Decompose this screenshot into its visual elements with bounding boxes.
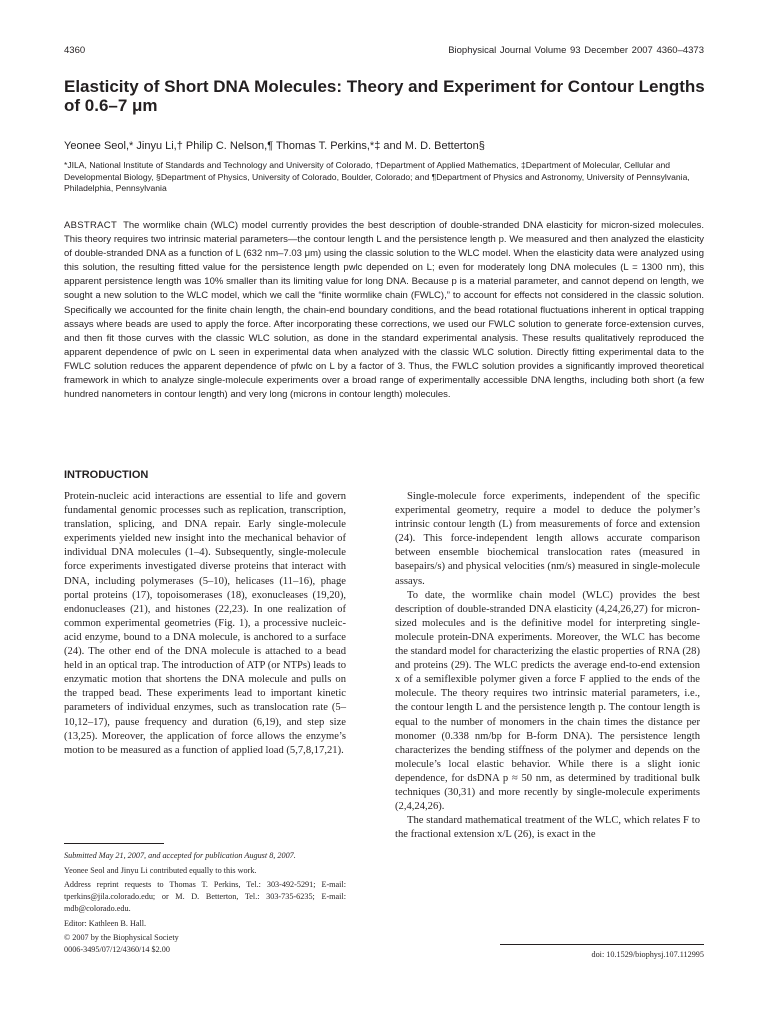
intro-paragraph-2: Single-molecule force experiments, independent of the specific experimental geometry, require a model to deduce the polymer’s intrinsic contour length (L) from measurements of force and extension (24). This force-independent length allows accurate comparison between ensemble biochemical translocation rates (measured in basepairs/s) and physical velocities (nm/s) measured in single-molecule assays. [395,491,700,587]
doi-divider [500,944,704,945]
reprint-address: Address reprint requests to Thomas T. Perkins, Tel.: 303-492-5291; E-mail: tperkins@jila.colorado.edu; or M. D. Betterton, Tel.: 303-735-6235; E-mail: mdb@colorado.edu. [64,880,346,913]
doi: doi: 10.1529/biophysj.107.112995 [591,950,704,959]
editor-note: Editor: Kathleen B. Hall. [64,918,147,928]
left-column [64,490,346,758]
intro-paragraph-4: The standard mathematical treatment of the WLC, which relates F to the fractional extension x/L (26), is exact in the [395,815,700,841]
intro-paragraph-1: Protein-nucleic acid interactions are essential to life and govern fundamental genomic processes such as replication, transcription, translation, splicing, and DNA repair. Early single-molecule experiments yielded new insight into the mechanical behavior of individual DNA molecules (1–4). Subsequently, single-molecule force experiments investigated diverse proteins that interact with DNA, including polymerases (5–10), helicases (11–16), phage portal proteins (17), topoisomerases (18), exonucleases (19,20), endonucleases (21), and histones (22,23). In one realization of common experimental geometries (Fig. 1), a processive nucleic-acid enzyme, bound to a DNA molecule, is anchored to a surface (24). The other end of the DNA molecule is attached to a bead held in an optical trap. The introduction of ATP (or NTPs) leads to enzymatic motion that shortens the DNA molecule and pulls on the trapped bead. These experiments lead to important kinetic parameters of individual enzymes, such as translocation rate (5–10,12–17), pause frequency and duration (6,19), and step size (13,25). Moreover, the application of force allows the enzyme’s motion to be measured as a function of applied load (5,7,8,17,21). [64,491,346,756]
copyright-note: © 2007 by the Biophysical Society [64,933,179,942]
footnotes [64,850,346,956]
footnote-divider [64,843,164,844]
article-title: Elasticity of Short DNA Molecules: Theory and Experiment for Contour Lengths of 0.6–7 μm [64,77,705,115]
submission-note: Submitted May 21, 2007, and accepted for publication August 8, 2007. [64,851,296,860]
journal-info: Biophysical Journal Volume 93 December 2007 4360–4373 [448,45,704,56]
running-head [64,45,704,59]
page-number: 4360 [64,45,86,56]
author-list: Yeonee Seol,* Jinyu Li,† Philip C. Nelson,¶ Thomas T. Perkins,*‡ and M. D. Betterton§ [64,140,485,152]
issn-note: 0006-3495/07/12/4360/14 $2.00 [64,945,170,954]
affiliations: *JILA, National Institute of Standards and Technology and University of Colorado, †Department of Applied Mathematics, ‡Department of Molecular, Cellular and Developmental Biology, §Department of Physics, University of Colorado, Boulder, Colorado; and ¶Department of Physics and Astronomy, University of Pennsylvania, Philadelphia, Pennsylvania [64,160,690,194]
equal-contribution-note: Yeonee Seol and Jinyu Li contributed equally to this work. [64,865,257,875]
abstract-text: The wormlike chain (WLC) model currently provides the best description of double-stranded DNA elasticity for micron-sized molecules. This theory requires two intrinsic material parameters—the contour length L and the persistence length p. We measured and then analyzed the elasticity of double-stranded DNA as a function of L (632 nm–7.03 μm) using the classic solution to the WLC model. When the elasticity data were analyzed using this solution, the resulting fitted value for the persistence length pwlc depended on L; even for moderately long DNA molecules (L = 1300 nm), this apparent persistence length was 10% smaller than its limiting value for long DNA. Because p is a material parameter, and cannot depend on length, we sought a new solution to the WLC model, which we call the “finite wormlike chain (FWLC),” to account for effects not considered in the classic solution. Specifically we accounted for the finite chain length, the chain-end boundary conditions, and the bead rotational fluctuations inherent in optical trapping assays where beads are used to apply the force. After incorporating these corrections, we used our FWLC solution to generate force-extension curves, and then fit those curves with the classic WLC solution, as done in the standard experimental analysis. These results qualitatively reproduced the apparent dependence of pwlc on L seen in experimental data when analyzed with the classic WLC solution. Directly fitting experimental data to the FWLC solution reduces the apparent dependence of pfwlc on L by a factor of 3. Thus, the FWLC solution provides a significantly improved theoretical framework in which to analyze single-molecule experiments over a broad range of experimentally accessible DNA lengths, including both short (a few hundred nanometers in contour length) and very long (microns in contour length) molecules. [64,220,704,401]
intro-paragraph-3: To date, the wormlike chain model (WLC) provides the best description of double-stranded DNA elasticity (4,24,26,27) for micron-sized molecules and is the definitive model for interpreting single-molecule protein-DNA experiments. Moreover, the WLC has become the standard model for characterizing the elastic properties of RNA (28) and proteins (29). The WLC predicts the average end-to-end extension x of a semiflexible polymer given a force F applied to the ends of the molecule. The theory requires two intrinsic material parameters, i.e., the contour length L and the persistence length p. The contour length is equal to the number of monomers in the chain times the distance per monomer (0.338 nm/bp for B-form DNA). The persistence length characterizes the bending stiffness of the polymer and depends on the molecule’s local elastic behavior. While there is a slight ionic dependence, for dsDNA p ≈ 50 nm, as determined by traditional bulk techniques (30,31) and more recently by single-molecule experiments (2,4,24,26). [395,589,700,813]
right-column [395,490,700,842]
abstract [64,219,704,402]
abstract-heading: ABSTRACT [64,220,118,231]
introduction-heading: INTRODUCTION [64,469,149,481]
